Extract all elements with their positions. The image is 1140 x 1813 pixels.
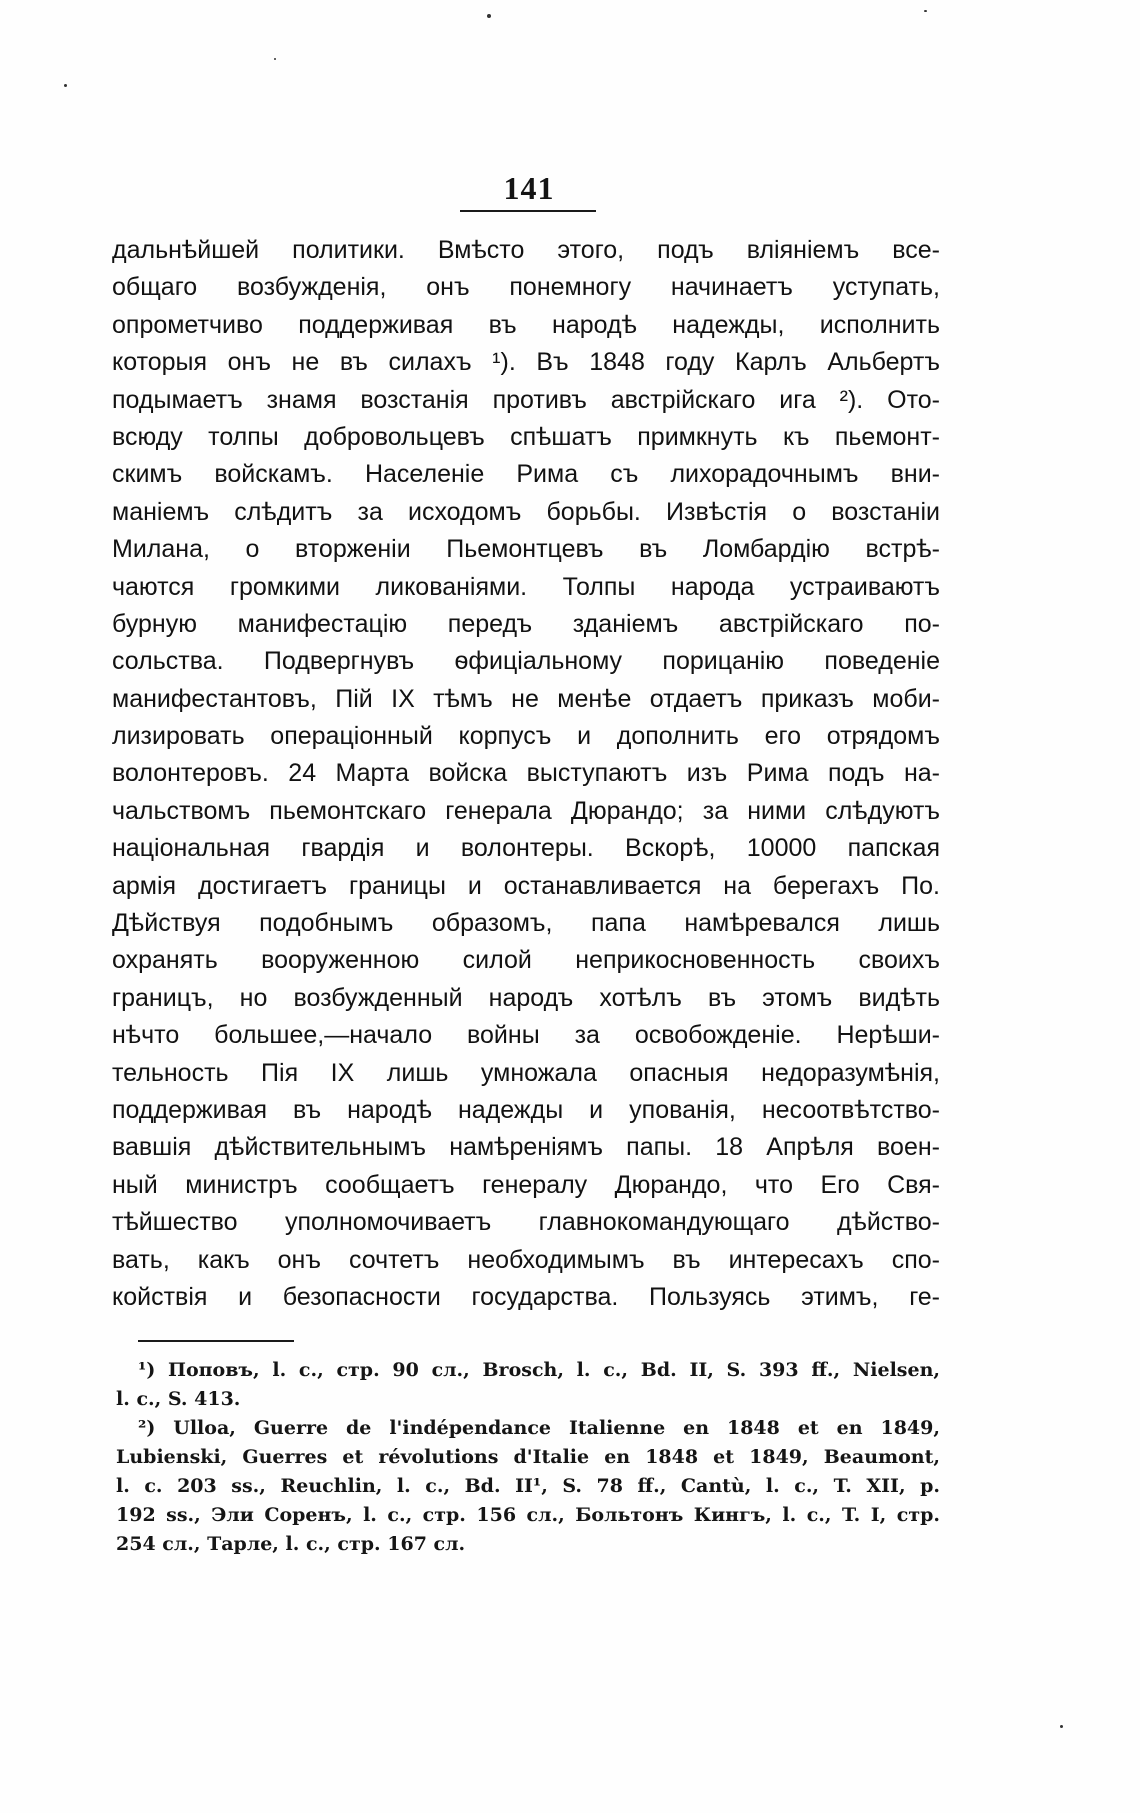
text-line: чаются громкими ликованіями. Толпы народа устраиваютъ [112,572,940,601]
text-line: армія достигаетъ границы и останавливается на берегахъ По. [112,871,940,900]
text-line: опрометчиво поддерживая въ народѣ надежды, исполнить [112,310,940,339]
text-line: общаго возбужденія, онъ понемногу начинаетъ уступать, [112,273,940,302]
text-line: сольства. Подвергнувъ ѳфиціальному порицанію поведеніе [112,647,940,676]
text-line: Милана, о вторженіи Пьемонтцевъ въ Ломбардію встрѣ- [112,535,940,564]
footnote-line: l. c., S. 413. [116,1388,241,1410]
text-line: Дѣйствуя подобнымъ образомъ, папа намѣревался лишь [112,909,940,938]
footnote-line: l. c. 203 ss., Reuchlin, l. c., Bd. II¹, S. 78 ff., Cantù, l. c., T. XII, p. [116,1475,940,1497]
text-line: бурную манифестацію передъ зданіемъ австрійскаго по- [112,609,940,638]
text-line: волонтеровъ. 24 Марта войска выступаютъ изъ Рима подъ на- [112,759,940,788]
text-line: всюду толпы добровольцевъ спѣшатъ примкнуть къ пьемонт- [112,422,940,451]
footnote-line: ²) Ulloa, Guerre de l'indépendance Italienne en 1848 et en 1849, [138,1417,940,1439]
text-line: скимъ войскамъ. Населеніе Рима съ лихорадочнымъ вни- [112,460,940,489]
footnote-line: ¹) Поповъ, l. c., стр. 90 сл., Brosch, l. c., Bd. II, S. 393 ff., Nielsen, [138,1359,940,1381]
scan-speck [274,58,276,60]
text-line: подымаетъ знамя возстанія противъ австрійскаго ига ²). Ото- [112,385,940,414]
text-line: нѣчто большее,—начало войны за освобожденіе. Нерѣши- [112,1021,940,1050]
page-number-rule [460,210,596,212]
text-line: дальнѣйшей политики. Вмѣсто этого, подъ вліяніемъ все- [112,236,940,264]
page-number: 141 [503,170,555,206]
scan-speck [487,14,491,18]
scan-speck [1060,1725,1063,1728]
text-line: тѣйшество уполномочиваетъ главнокомандующаго дѣйство- [112,1208,940,1237]
footnote-separator [138,1340,294,1342]
footnote-line: Lubienski, Guerres et révolutions d'Italie en 1848 et 1849, Beaumont, [116,1446,940,1468]
text-line: чальствомъ пьемонтскаго генерала Дюрандо; за ними слѣдуютъ [112,796,940,825]
text-line: ный министръ сообщаетъ генералу Дюрандо, что Его Свя- [112,1170,940,1199]
text-line: лизировать операціонный корпусъ и дополнить его отрядомъ [112,722,940,751]
text-line: койствія и безопасности государства. Пользуясь этимъ, ге- [112,1282,940,1311]
text-line: манифестантовъ, Пій IX тѣмъ не менѣе отдаетъ приказъ моби- [112,684,940,713]
text-line: охранять вооруженною силой неприкосновенность своихъ [112,946,940,975]
text-line: поддерживая въ народѣ надежды и упованія, несоотвѣтство- [112,1095,940,1124]
scan-speck [64,84,67,87]
text-line: національная гвардія и волонтеры. Вскорѣ, 10000 папская [112,834,940,863]
body-text [112,232,940,1316]
text-line: вавшія дѣйствительнымъ намѣреніямъ папы. 18 Апрѣля воен- [112,1133,940,1162]
text-line: вать, какъ онъ сочтетъ необходимымъ въ интересахъ спо- [112,1245,940,1274]
text-line: которыя онъ не въ силахъ ¹). Въ 1848 году Карлъ Альбертъ [112,348,940,377]
text-line: маніемъ слѣдитъ за исходомъ борьбы. Извѣстія о возстаніи [112,497,940,526]
footnote-line: 192 ss., Эли Соренъ, l. c., стр. 156 сл., Больтонъ Кингъ, l. c., T. I, стр. [116,1504,940,1526]
footnote-line: 254 сл., Тарле, l. c., стр. 167 сл. [116,1533,466,1555]
text-line: границъ, но возбужденный народъ хотѣлъ въ этомъ видѣть [112,983,940,1012]
text-line: тельность Пія IX лишь умножала опасныя недоразумѣнія, [112,1058,940,1087]
scan-speck [924,10,927,12]
footnotes [116,1356,940,1559]
